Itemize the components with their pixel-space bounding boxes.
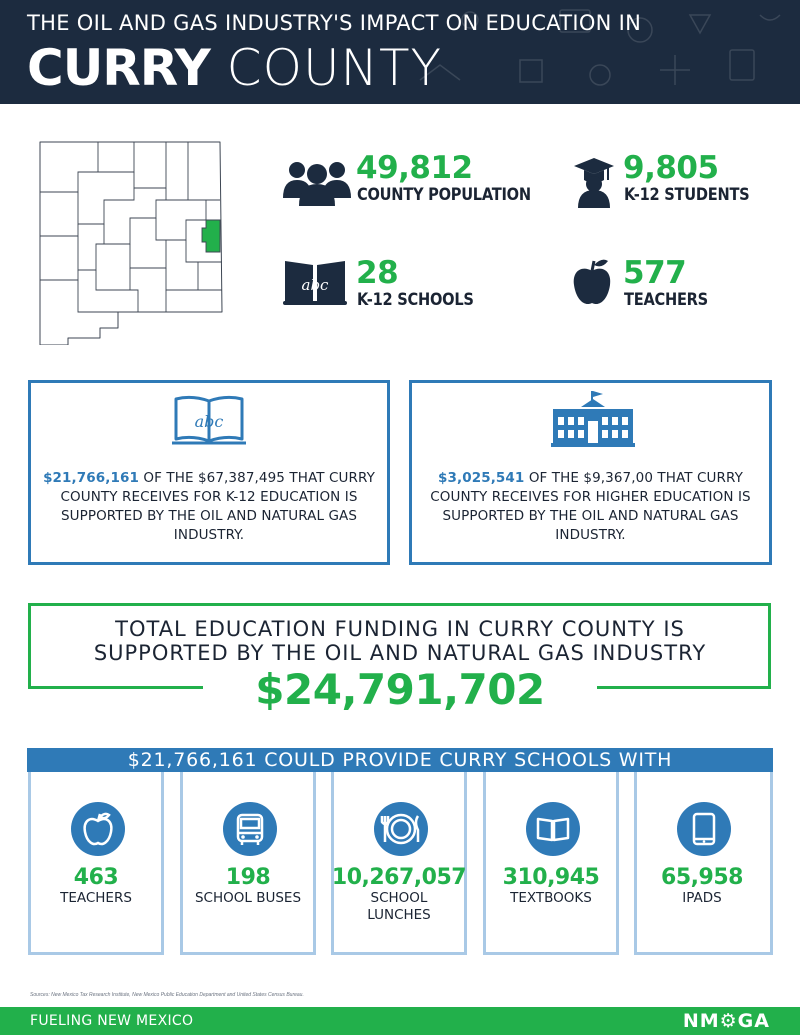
fund-line: INDUSTRY. (173, 527, 245, 543)
stat-label: K-12 STUDENTS (624, 185, 750, 205)
higher-ed-funding-text (412, 469, 769, 545)
provide-card-lunches (331, 772, 467, 955)
header-banner (0, 0, 800, 104)
fund-line: INDUSTRY. (555, 527, 626, 543)
title-bold: CURRY (27, 39, 210, 97)
provide-card-teachers (28, 772, 164, 955)
stat-label: COUNTY POPULATION (357, 185, 531, 205)
stat-label: TEACHERS (624, 290, 708, 310)
fund-amount: $21,766,161 (43, 470, 139, 486)
graduate-icon (572, 156, 616, 212)
stat-value: 49,812 (356, 150, 473, 186)
circle (223, 802, 277, 856)
provide-heading: $21,766,161 COULD PROVIDE CURRY SCHOOLS WITH (27, 748, 773, 772)
card-label (486, 890, 616, 907)
circle (526, 802, 580, 856)
fund-amount: $3,025,541 (438, 470, 525, 486)
card-label (637, 890, 767, 907)
card-label-line: LUNCHES (367, 907, 431, 923)
school-bus-icon (223, 802, 277, 856)
tablet-icon (677, 802, 731, 856)
new-mexico-county-map (38, 140, 238, 345)
card-value: 198 (225, 865, 271, 890)
card-value: 463 (73, 865, 119, 890)
fund-line-text: OF THE $9,367,00 THAT CURRY (528, 470, 743, 486)
svg-text:abc: abc (194, 412, 224, 431)
fund-line: COUNTY RECEIVES FOR HIGHER EDUCATION IS (430, 489, 751, 505)
apple-icon (71, 802, 125, 856)
plate-fork-knife-icon (374, 802, 428, 856)
card-label-line: SCHOOL BUSES (194, 890, 302, 906)
open-book-icon (526, 802, 580, 856)
k12-funding-text (31, 469, 387, 545)
higher-ed-funding-box (409, 380, 772, 565)
svg-text:abc: abc (301, 276, 329, 294)
sources-note: Sources: New Mexico Tax Research Institute, New Mexico Public Education Department and United States Census Bureau. (30, 992, 304, 998)
page-title (27, 40, 442, 96)
fund-line: SUPPORTED BY THE OIL AND NATURAL GAS (60, 508, 358, 524)
total-line-1: TOTAL EDUCATION FUNDING IN CURRY COUNTY IS (115, 617, 685, 641)
fund-line-text: OF THE $67,387,495 THAT CURRY (143, 470, 375, 486)
card-label (334, 890, 464, 924)
fund-line (412, 469, 769, 488)
card-value: 10,267,057 (331, 865, 467, 890)
k12-funding-box (28, 380, 390, 565)
card-label-line: TEXTBOOKS (510, 890, 592, 906)
fund-line: SUPPORTED BY THE OIL AND NATURAL GAS (442, 508, 739, 524)
total-amount: $24,791,702 (255, 665, 545, 714)
header-subtitle: THE OIL AND GAS INDUSTRY'S IMPACT ON EDUCATION IN (27, 11, 642, 35)
provide-card-buses (180, 772, 316, 955)
circle (374, 802, 428, 856)
nmoga-logo: NM⚙GA (682, 1010, 770, 1032)
card-value: 310,945 (502, 865, 600, 890)
footer-bar (0, 1007, 800, 1035)
card-label-line: TEACHERS (60, 890, 132, 906)
circle (677, 802, 731, 856)
people-group-icon (283, 156, 351, 212)
title-light: COUNTY (209, 39, 443, 97)
stat-value: 577 (623, 255, 687, 291)
apple-icon (572, 257, 612, 309)
provide-card-textbooks (483, 772, 619, 955)
stat-label: K-12 SCHOOLS (357, 290, 474, 310)
footer-tagline: FUELING NEW MEXICO (30, 1013, 194, 1029)
card-label-line: IPADS (682, 890, 722, 906)
book-abc-icon (283, 257, 347, 309)
card-label (183, 890, 313, 907)
fund-line (31, 469, 387, 488)
card-value: 65,958 (661, 865, 743, 890)
stat-value: 28 (356, 255, 399, 291)
circle (71, 802, 125, 856)
fund-line: COUNTY RECEIVES FOR K-12 EDUCATION IS (60, 489, 358, 505)
stat-value: 9,805 (623, 150, 719, 186)
book-abc-icon (172, 393, 246, 449)
university-building-icon (551, 391, 635, 449)
card-label-line: SCHOOL (370, 890, 428, 906)
provide-card-ipads (634, 772, 773, 955)
card-label (31, 890, 161, 907)
total-line-2: SUPPORTED BY THE OIL AND NATURAL GAS INDUSTRY (93, 641, 707, 665)
